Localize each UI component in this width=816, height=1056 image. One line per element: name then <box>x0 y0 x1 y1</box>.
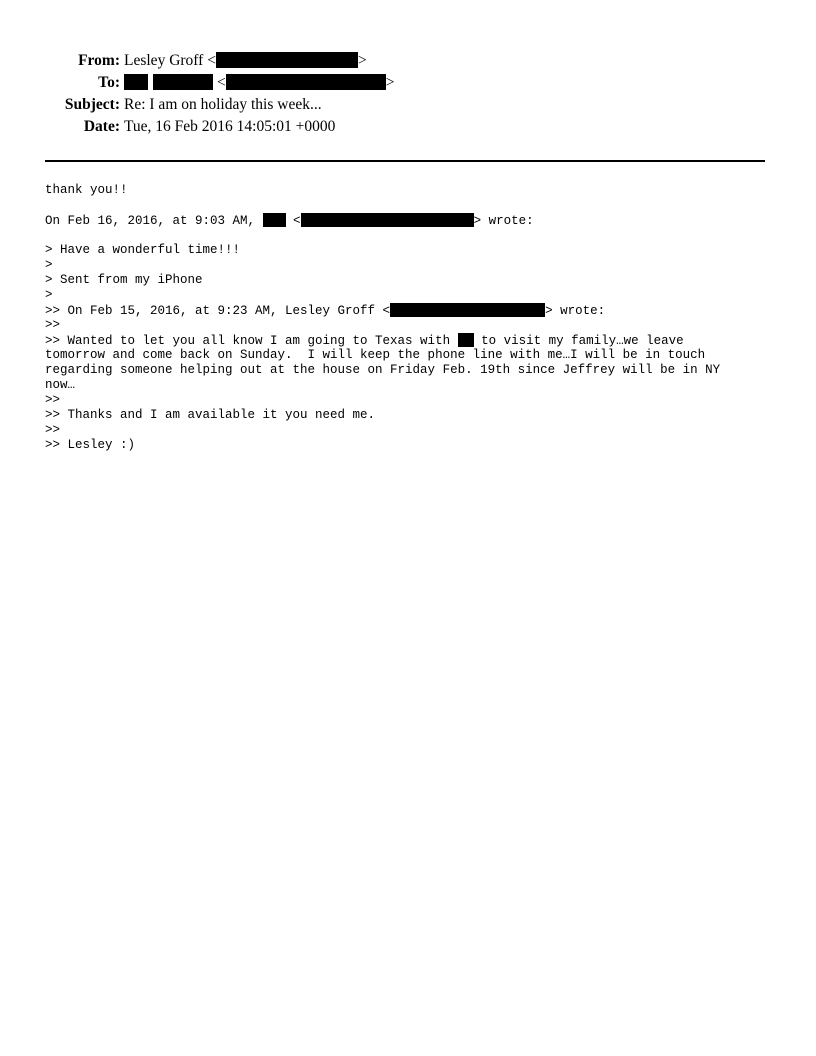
body-line: thank you!! <box>45 183 128 197</box>
date-label: Date: <box>83 118 120 135</box>
subject-label: Subject: <box>64 96 120 113</box>
redaction-block <box>458 333 474 347</box>
quoted-line: > <box>45 288 53 302</box>
reply-header-text: < <box>285 214 301 228</box>
reply-header-text: On Feb 16, 2016, at 9:03 AM, <box>45 214 263 228</box>
redaction-block <box>301 213 474 227</box>
redaction-block <box>153 74 213 90</box>
to-open: < <box>217 74 226 91</box>
email-body <box>45 183 765 453</box>
subject-value: Re: I am on holiday this week... <box>124 96 322 113</box>
redaction-block <box>216 52 358 68</box>
from-value <box>124 52 367 70</box>
from-name: Lesley Groff < <box>124 52 216 69</box>
quoted-line: >> <box>45 318 61 332</box>
quoted-line: >> Thanks and I am available it you need me. <box>45 408 376 422</box>
quoted-line: > <box>45 258 53 272</box>
quoted-text: >> On Feb 15, 2016, at 9:23 AM, Lesley Groff < <box>45 304 391 318</box>
to-value <box>124 74 395 92</box>
quoted-line: > Sent from my iPhone <box>45 273 203 287</box>
redaction-block <box>226 74 386 90</box>
blank-line <box>45 198 765 213</box>
quoted-text: to visit my family…we leave <box>473 334 684 348</box>
redaction-block <box>263 213 286 227</box>
quoted-text: >> Wanted to let you all know I am going to Texas with <box>45 334 458 348</box>
subject-row <box>0 96 816 118</box>
to-row <box>0 74 816 96</box>
quoted-text: > wrote: <box>545 304 606 318</box>
redaction-block <box>124 74 148 90</box>
blank-line <box>45 228 765 243</box>
quoted-line: regarding someone helping out at the house on Friday Feb. 19th since Jeffrey will be in NY <box>45 363 721 377</box>
reply-header-text: > wrote: <box>473 214 534 228</box>
to-close: > <box>385 74 395 91</box>
reply-header-line <box>45 213 765 228</box>
to-label: To: <box>98 74 120 91</box>
quoted-line: > Have a wonderful time!!! <box>45 243 241 257</box>
date-value: Tue, 16 Feb 2016 14:05:01 +0000 <box>124 118 336 135</box>
quoted-line <box>45 333 765 348</box>
quoted-line: >> <box>45 423 61 437</box>
date-row <box>0 118 816 140</box>
redaction-block <box>390 303 545 317</box>
from-row <box>0 52 816 74</box>
quoted-line: now… <box>45 378 76 392</box>
from-label: From: <box>78 52 120 69</box>
quoted-line <box>45 303 765 318</box>
header-divider <box>45 160 765 162</box>
quoted-line: >> Lesley :) <box>45 438 136 452</box>
quoted-line: >> <box>45 393 61 407</box>
quoted-line: tomorrow and come back on Sunday. I will keep the phone line with me…I will be in touch <box>45 348 706 362</box>
from-close: > <box>357 52 367 69</box>
